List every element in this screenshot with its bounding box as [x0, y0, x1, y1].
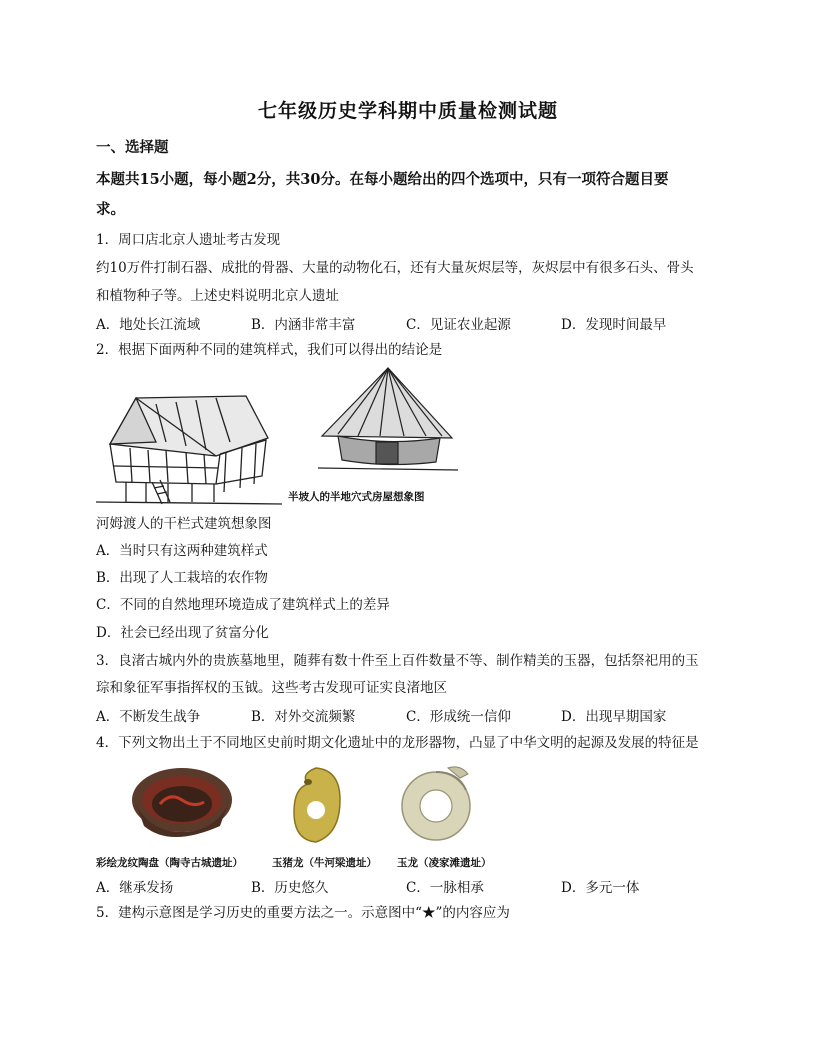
q2-option-d: D．社会已经出现了贫富分化 [96, 625, 269, 641]
q2-option-a: A．当时只有这两种建筑样式 [96, 543, 268, 559]
q1-stem: 1．周口店北京人遗址考古发现 [96, 232, 281, 248]
q1-option-a: A．地处长江流域 [96, 317, 201, 333]
q3-option-d: D．出现早期国家 [561, 709, 667, 725]
q1-options [96, 313, 736, 333]
q3-options [96, 705, 736, 725]
q3-option-b: B．对外交流频繁 [251, 709, 356, 725]
q5-stem: 5．建构示意图是学习历史的重要方法之一。示意图中“★”的内容应为 [96, 905, 510, 921]
stilt-house-illustration [96, 392, 282, 506]
q3-stem-cont: 琮和象征军事指挥权的玉钺。这些考古发现可证实良渚地区 [96, 680, 447, 696]
painted-dragon-plate-image [130, 764, 234, 848]
q4-option-d: D．多元一体 [561, 880, 640, 896]
q1-text-cont: 和植物种子等。上述史料说明北京人遗址 [96, 288, 339, 304]
jade-pig-dragon-image [286, 762, 346, 848]
jade-dragon-caption: 玉龙（凌家滩遗址） [397, 857, 492, 869]
q1-option-c: C．见证农业起源 [406, 317, 511, 333]
q1-text: 约10万件打制石器、成批的骨器、大量的动物化石，还有大量灰烬层等，灰烬层中有很多石头、骨头 [96, 260, 694, 276]
q4-option-a: A．继承发扬 [96, 880, 174, 896]
q1-option-b: B．内涵非常丰富 [251, 317, 356, 333]
exam-title: 七年级历史学科期中质量检测试题 [257, 100, 558, 122]
q3-option-a: A．不断发生战争 [96, 709, 201, 725]
pig-dragon-caption: 玉猪龙（牛河梁遗址） [272, 857, 377, 869]
section-instruction: 本题共15小题，每小题2分，共30分。在每小题给出的四个选项中，只有一项符合题目要 [96, 171, 669, 188]
plate-caption: 彩绘龙纹陶盘（陶寺古城遗址） [96, 857, 243, 869]
semi-subterranean-hut-illustration [318, 366, 458, 478]
q4-stem: 4．下列文物出土于不同地区史前时期文化遗址中的龙形器物，凸显了中华文明的起源及发展的特征是 [96, 735, 699, 751]
q3-stem: 3．良渚古城内外的贵族墓地里，随葬有数十件至上百件数量不等、制作精美的玉器，包括祭祀用的玉 [96, 653, 699, 669]
q3-option-c: C．形成统一信仰 [406, 709, 511, 725]
section-instruction-cont: 求。 [96, 201, 125, 218]
hemudu-caption: 河姆渡人的干栏式建筑想象图 [96, 516, 272, 532]
q1-option-d: D．发现时间最早 [561, 317, 667, 333]
q2-stem: 2．根据下面两种不同的建筑样式，我们可以得出的结论是 [96, 342, 443, 358]
section-heading: 一、选择题 [96, 139, 169, 156]
q2-option-b: B．出现了人工栽培的农作物 [96, 570, 268, 586]
q2-option-c: C．不同的自然地理环境造成了建筑样式上的差异 [96, 597, 390, 613]
q4-option-c: C．一脉相承 [406, 880, 484, 896]
banpo-caption: 半坡人的半地穴式房屋想象图 [288, 491, 425, 503]
q4-options [96, 876, 736, 896]
q4-option-b: B．历史悠久 [251, 880, 329, 896]
jade-dragon-image [398, 762, 474, 848]
